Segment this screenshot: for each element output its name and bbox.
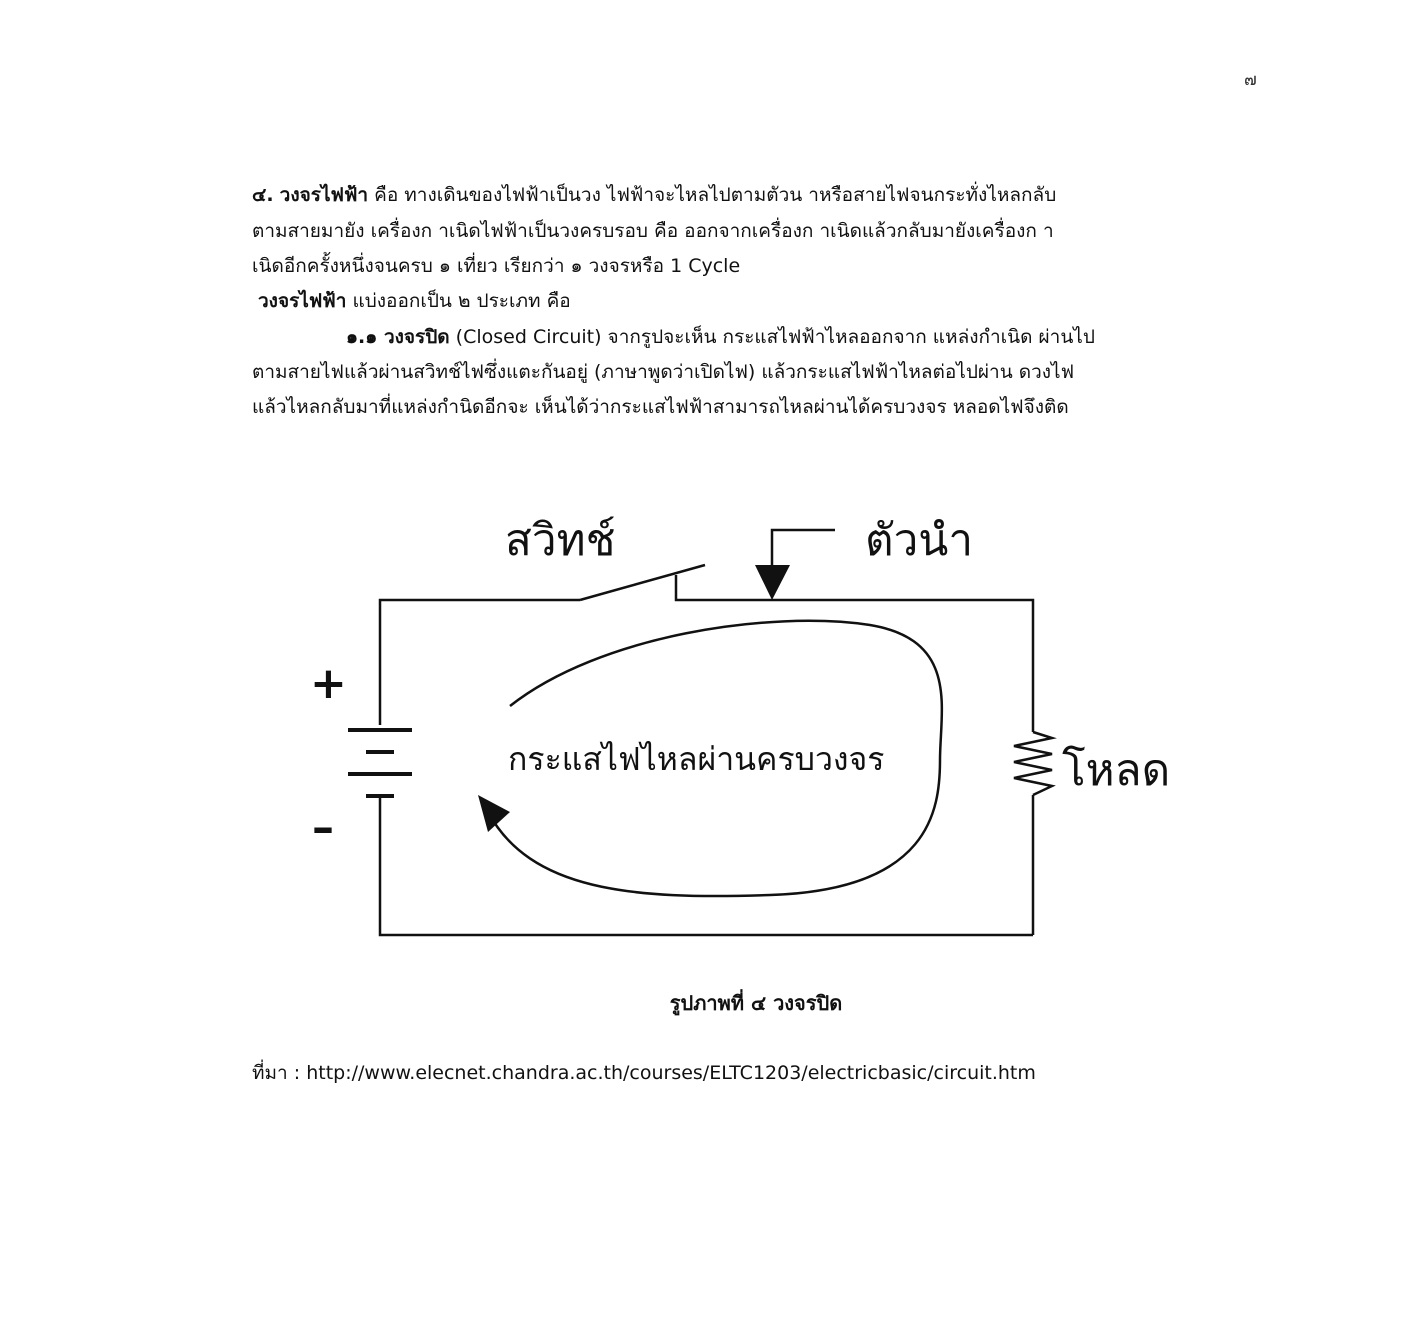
source-reference: ที่มา : http://www.elecnet.chandra.ac.th/courses/ELTC1203/electricbasic/circuit.htm [252, 1062, 1036, 1084]
para1-line3: เนิดอีกครั้งหนึ่งจนครบ ๑ เที่ยว เรียกว่า ๑ วงจรหรือ 1 Cycle [252, 255, 741, 277]
conductor-arrowhead [755, 565, 790, 600]
para1-number: ๔. [252, 184, 274, 206]
current-label: กระแสไฟไหลผ่านครบวงจร [508, 740, 885, 778]
page-number: ๗ [1244, 70, 1257, 90]
switch-blade [580, 565, 705, 600]
closed-circuit-figure [300, 470, 1200, 950]
heading-term: วงจรไฟฟ้า [258, 290, 347, 312]
section-heading [258, 284, 571, 318]
heading-text: แบ่งออกเป็น ๒ ประเภท คือ [346, 290, 571, 312]
para1-term: วงจรไฟฟ้า [279, 184, 369, 206]
para1-line2: ตามสายมายัง เครื่องก าเนิดไฟฟ้าเป็นวงครบรอบ คือ ออกจากเครื่องก าเนิดแล้วกลับมายังเครื่องก า [252, 220, 1054, 242]
current-arrowhead [478, 795, 510, 832]
top-left-wire [380, 600, 580, 725]
para2-line1 [346, 320, 1095, 354]
para2-line1-text: (Closed Circuit) จากรูปจะเห็น กระแสไฟฟ้าไหลออกจาก แหล่งกำเนิด ผ่านไป [449, 326, 1095, 348]
switch-label: สวิทช์ [505, 515, 616, 566]
para2-line2: ตามสายไฟแล้วผ่านสวิทช์ไฟซึ่งแตะกันอยู่ (ภาษาพูดว่าเปิดไฟ) แล้วกระแสไฟฟ้าไหลต่อไปผ่าน ดวงไฟ [252, 361, 1075, 383]
para2-line3: แล้วไหลกลับมาที่แหล่งกำนิดอีกจะ เห็นได้ว่ากระแสไฟฟ้าสามารถไหลผ่านได้ครบวงจร หลอดไฟจึงติด [252, 396, 1069, 418]
minus-label: – [312, 802, 334, 853]
top-right-wire [676, 575, 1033, 732]
para1-line1-text: คือ ทางเดินของไฟฟ้าเป็นวง ไฟฟ้าจะไหลไปตามตัวน าหรือสายไฟจนกระทั่งไหลกลับ [368, 184, 1057, 206]
circuit-diagram [300, 470, 1200, 950]
load-label: โหลด [1062, 745, 1171, 796]
figure-caption: รูปภาพที่ ๔ วงจรปิด [669, 991, 843, 1015]
resistor-zigzag [1014, 732, 1052, 795]
conductor-label: ตัวนำ [865, 515, 974, 566]
para1-line1 [252, 178, 1056, 212]
plus-label: + [310, 658, 347, 709]
para2-term: ๑.๑ วงจรปิด [346, 326, 450, 348]
bottom-wire [380, 795, 1033, 935]
